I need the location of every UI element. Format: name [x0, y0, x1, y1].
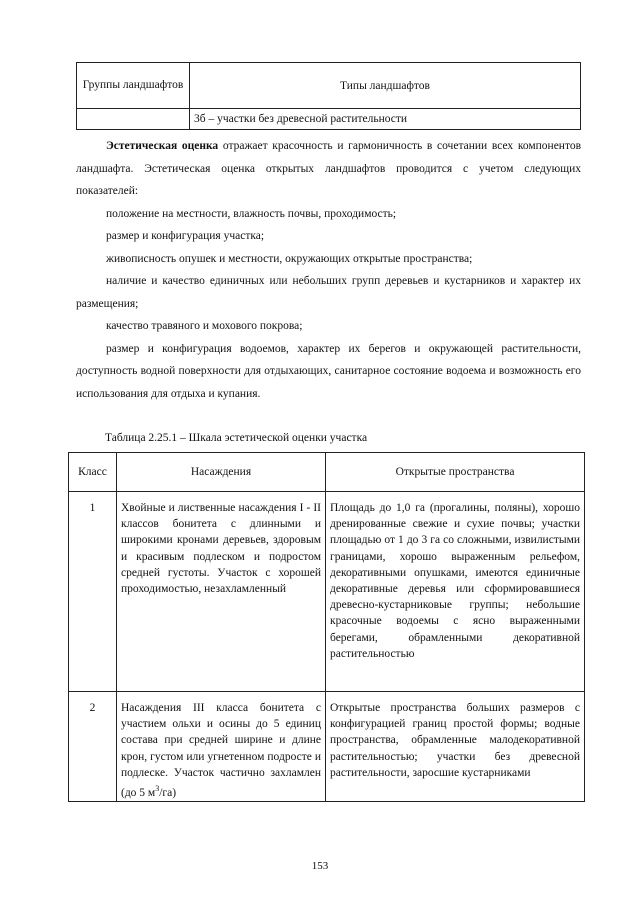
empty-cell — [77, 109, 190, 130]
landscape-groups-table — [76, 62, 581, 130]
open-spaces-cell: Открытые пространства больших размеров с конфигурацией границ простой формы; водные пространства, обрамленные малодекоративной растительностью; участки без древесной растительности, заросшие кустарниками — [326, 692, 585, 802]
header-class: Класс — [69, 453, 117, 492]
plantings-cell: Хвойные и лиственные насаждения I - II классов бонитета с длинными и широкими кронами деревьев, здоровым и красивым подлеском и подростом средней густоты. Участок с хорошей проходимостью, незахламленный — [117, 492, 326, 692]
header-landscape-types: Типы ландшафтов — [190, 63, 581, 109]
paragraph-aesthetic-intro — [76, 135, 581, 203]
plantings-text-tail: /га) — [159, 786, 177, 799]
aesthetic-scale-table — [68, 452, 585, 802]
paragraph-text: отражает красочность и гармоничность в сочетании всех компонентов ландшафта. Эстетическая оценка открытых ландшафтов проводится с учетом следующих показателей: — [76, 140, 582, 197]
plantings-text: Насаждения III класса бонитета с участием ольхи и осины до 5 единиц состава при средней ширине и длине крон, густом или угнетенном подросте и подлеске. Участок частично захламлен (до 5 м — [121, 702, 321, 799]
list-item: положение на местности, влажность почвы, проходимость; — [106, 207, 397, 220]
table-row — [69, 692, 585, 802]
page-number: 153 — [311, 860, 329, 872]
list-item: наличие и качество единичных или небольших групп деревьев и кустарников и характер их размещения; — [76, 275, 581, 310]
list-item: размер и конфигурация водоемов, характер их берегов и окружающей растительности, доступность водной поверхности для отдыхающих, санитарное состояние водоема и возможность его использования для отдыха и купания. — [76, 342, 581, 400]
table-caption: Таблица 2.25.1 – Шкала эстетической оценки участка — [105, 432, 368, 444]
list-item: качество травяного и мохового покрова; — [106, 320, 303, 332]
header-plantings: Насаждения — [117, 453, 326, 492]
list-item: живописность опушек и местности, окружающих открытые пространства; — [106, 252, 473, 265]
term-aesthetic-assessment: Эстетическая оценка — [106, 140, 219, 152]
class-cell: 1 — [69, 492, 117, 692]
header-landscape-groups: Группы ландшафтов — [77, 63, 190, 109]
table-header-row — [69, 453, 585, 492]
superscript: 3 — [155, 784, 160, 794]
header-open-spaces: Открытые пространства — [326, 453, 585, 492]
body-text — [76, 135, 581, 405]
class-cell: 2 — [69, 692, 117, 802]
table-row — [69, 492, 585, 692]
open-spaces-cell: Площадь до 1,0 га (прогалины, поляны), хорошо дренированные свежие и сухие почвы; участки площадью от 1 до 3 га со сложными, извилистыми границами, хорошо выраженным рельефом, декоративными опушками, имеются единичные декоративные деревья или сформировавшиеся древесно-кустарниковые группы; небольшие красочные водоемы с ясно выраженными берегами, обрамленными декоративной растительностью — [326, 492, 585, 692]
list-item: размер и конфигурация участка; — [106, 230, 265, 242]
plantings-cell — [117, 692, 326, 802]
landscape-type-3b: 3б – участки без древесной растительности — [190, 109, 581, 130]
